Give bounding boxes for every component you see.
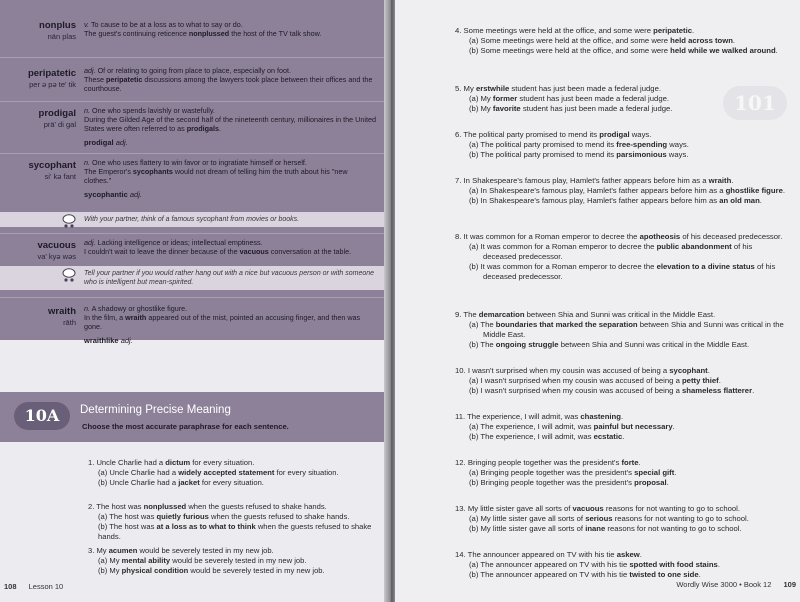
question-stem: 13. My little sister gave all sorts of vacuous reasons for not wanting to go to school. <box>455 504 741 513</box>
option-b[interactable]: (b) Bringing people together was the president's proposal. <box>469 478 669 487</box>
glossary-word: prodigal <box>38 108 76 119</box>
page-footer-left <box>4 582 63 591</box>
question-stem: 6. The political party promised to mend its prodigal ways. <box>455 130 652 139</box>
right-page <box>395 0 800 602</box>
option-b[interactable]: (b) I wasn't surprised when my cousin was accused of being a shameless flatterer. <box>469 386 755 395</box>
partner-chat-icon <box>62 214 76 228</box>
glossary-definition: adj. Of or relating to going from place to place, especially on foot. <box>84 66 291 75</box>
glossary-derivative: wraithlike adj. <box>84 335 133 345</box>
question-stem: 5. My erstwhile student has just been made a federal judge. <box>455 84 661 93</box>
question-stem: 14. The announcer appeared on TV with his tie askew. <box>455 550 642 559</box>
question-2 <box>88 502 378 542</box>
question-1 <box>88 458 378 488</box>
question-6 <box>455 130 785 160</box>
question-14 <box>455 550 785 580</box>
glossary-example: These peripatetic discussions among the lawyers took place between their offices and the courthouse. <box>84 75 373 94</box>
option-b[interactable]: (b) My little sister gave all sorts of inane reasons for not wanting to go to school. <box>469 524 742 533</box>
option-a[interactable]: (a) Uncle Charlie had a widely accepted statement for every situation. <box>98 468 339 477</box>
glossary-entry-sycophant <box>0 154 384 234</box>
option-a[interactable]: (a) The host was quietly furious when the guests refused to shake hands. <box>98 512 350 521</box>
option-b[interactable]: (b) The host was at a loss as to what to think when the guests refused to shake hands. <box>98 522 372 541</box>
option-b[interactable]: (b) The ongoing struggle between Shia and Sunni was critical in the Middle East. <box>469 340 750 349</box>
glossary-entry-vacuous <box>0 234 384 298</box>
question-3 <box>88 546 378 576</box>
option-a[interactable]: (a) Bringing people together was the president's special gift. <box>469 468 677 477</box>
glossary-example: The guest's continuing reticence nonplussed the host of the TV talk show. <box>84 29 322 39</box>
glossary-word: peripatetic <box>27 68 76 79</box>
exercise-header <box>0 392 384 442</box>
glossary-definition: v. To cause to be at a loss as to what to say or do. <box>84 20 243 29</box>
option-a[interactable]: (a) The experience, I will admit, was painful but necessary. <box>469 422 675 431</box>
question-10 <box>455 366 785 396</box>
option-b[interactable]: (b) The experience, I will admit, was ecstatic. <box>469 432 625 441</box>
option-a[interactable]: (a) The political party promised to mend its free-spending ways. <box>469 140 689 149</box>
question-stem: 12. Bringing people together was the president's forte. <box>455 458 641 467</box>
glossary-pronunciation: va' kyə wəs <box>37 252 76 261</box>
glossary-definition: n. A shadowy or ghostlike figure. <box>84 304 188 313</box>
glossary-pronunciation: prä' di gal <box>43 120 76 129</box>
question-11 <box>455 412 785 442</box>
question-stem: 4. Some meetings were held at the office, and some were peripatetic. <box>455 26 695 35</box>
glossary-word: nonplus <box>39 20 76 31</box>
glossary-word: sycophant <box>28 160 76 171</box>
glossary-derivative: sycophantic adj. <box>84 189 142 199</box>
glossary-definition: n. One who uses flattery to win favor or to ingratiate himself or herself. <box>84 158 307 167</box>
option-a[interactable]: (a) My little sister gave all sorts of serious reasons for not wanting to go to school. <box>469 514 749 523</box>
exercise-number-badge: 10A <box>14 402 70 430</box>
question-8 <box>455 232 785 282</box>
glossary-pronunciation: nän plas <box>47 32 76 41</box>
page-number: 108 <box>4 582 17 591</box>
question-5 <box>455 84 785 114</box>
glossary-entry-nonplus <box>0 0 384 58</box>
question-9 <box>455 310 785 350</box>
lesson-label: Lesson 10 <box>28 582 64 591</box>
partner-chat-icon <box>62 268 76 282</box>
option-a[interactable]: (a) The boundaries that marked the separation between Shia and Sunni was critical in the Middle East. <box>469 320 784 339</box>
option-a[interactable]: (a) Some meetings were held at the office, and some were held across town. <box>469 36 736 45</box>
left-page <box>0 0 392 602</box>
glossary-word: vacuous <box>37 240 76 251</box>
question-stem: 2. The host was nonplussed when the guests refused to shake hands. <box>88 502 327 511</box>
glossary-example: In the film, a wraith appeared out of the mist, pointed an accusing finger, and then was gone. <box>84 313 361 332</box>
option-a[interactable]: (a) It was common for a Roman emperor to decree the public abandonment of his deceased predecessor. <box>469 242 753 261</box>
question-stem: 1. Uncle Charlie had a dictum for every situation. <box>88 458 255 467</box>
question-stem: 8. It was common for a Roman emperor to decree the apotheosis of his deceased predecessor. <box>455 232 783 241</box>
option-b[interactable]: (b) It was common for a Roman emperor to decree the elevation to a divine status of his deceased predecessor. <box>469 262 776 281</box>
glossary-pronunciation: rāth <box>63 318 76 327</box>
option-b[interactable]: (b) Uncle Charlie had a jacket for every situation. <box>98 478 264 487</box>
option-a[interactable]: (a) The announcer appeared on TV with his tie spotted with food stains. <box>469 560 720 569</box>
question-12 <box>455 458 785 488</box>
option-b[interactable]: (b) The political party promised to mend its parsimonious ways. <box>469 150 689 159</box>
page-number: 109 <box>783 580 796 589</box>
question-stem: 9. The demarcation between Shia and Sunni was critical in the Middle East. <box>455 310 716 319</box>
glossary-entry-wraith <box>0 298 384 345</box>
question-stem: 10. I wasn't surprised when my cousin was accused of being a sycophant. <box>455 366 710 375</box>
glossary-pronunciation: per ə pə te' tik <box>29 80 76 89</box>
question-stem: 7. In Shakespeare's famous play, Hamlet's father appears before him as a wraith. <box>455 176 734 185</box>
glossary-example: The Emperor's sycophants would not dream of telling him the truth about his "new clothes." <box>84 167 348 186</box>
option-a[interactable]: (a) In Shakespeare's famous play, Hamlet's father appears before him as a ghostlike figure. <box>469 186 785 195</box>
glossary-panel <box>0 0 384 345</box>
question-7 <box>455 176 785 206</box>
glossary-derivative: prodigal adj. <box>84 137 128 147</box>
page-footer-right <box>676 580 796 589</box>
question-4 <box>455 26 785 56</box>
option-a[interactable]: (a) My mental ability would be severely tested in my new job. <box>98 556 307 565</box>
exercise-title: Determining Precise Meaning <box>80 404 231 416</box>
glossary-pronunciation: si' kə fant <box>44 172 76 181</box>
book-label: Wordly Wise 3000 • Book 12 <box>676 580 772 589</box>
option-b[interactable]: (b) Some meetings were held at the office, and some were held while we walked around. <box>469 46 778 55</box>
option-b[interactable]: (b) The announcer appeared on TV with his tie twisted to one side. <box>469 570 701 579</box>
watermark-badge: 101 <box>723 86 787 120</box>
partner-prompt: With your partner, think of a famous sycophant from movies or books. <box>0 212 384 227</box>
glossary-definition: adj. Lacking intelligence or ideas; intellectual emptiness. <box>84 238 263 247</box>
glossary-word: wraith <box>48 306 76 317</box>
partner-prompt: Tell your partner if you would rather hang out with a nice but vacuous person or with someone who is intelligent but mean-spirited. <box>0 266 384 290</box>
option-b[interactable]: (b) My physical condition would be severely tested in my new job. <box>98 566 325 575</box>
glossary-example: I couldn't wait to leave the dinner because of the vacuous conversation at the table. <box>84 247 352 257</box>
glossary-entry-peripatetic <box>0 58 384 102</box>
option-a[interactable]: (a) My former student has just been made a federal judge. <box>469 94 670 103</box>
question-13 <box>455 504 785 534</box>
exercise-instruction: Choose the most accurate paraphrase for each sentence. <box>82 422 289 431</box>
glossary-example: During the Gilded Age of the second half of the nineteenth century, millionaires in the United States were often referred to as prodigals. <box>84 115 376 134</box>
option-b[interactable]: (b) My favorite student has just been made a federal judge. <box>469 104 673 113</box>
question-stem: 3. My acumen would be severely tested in my new job. <box>88 546 274 555</box>
question-stem: 11. The experience, I will admit, was chastening. <box>455 412 624 421</box>
glossary-definition: n. One who spends lavishly or wastefully. <box>84 106 215 115</box>
glossary-entry-prodigal <box>0 102 384 154</box>
option-b[interactable]: (b) In Shakespeare's famous play, Hamlet's father appears before him as an old man. <box>469 196 762 205</box>
option-a[interactable]: (a) I wasn't surprised when my cousin was accused of being a petty thief. <box>469 376 721 385</box>
